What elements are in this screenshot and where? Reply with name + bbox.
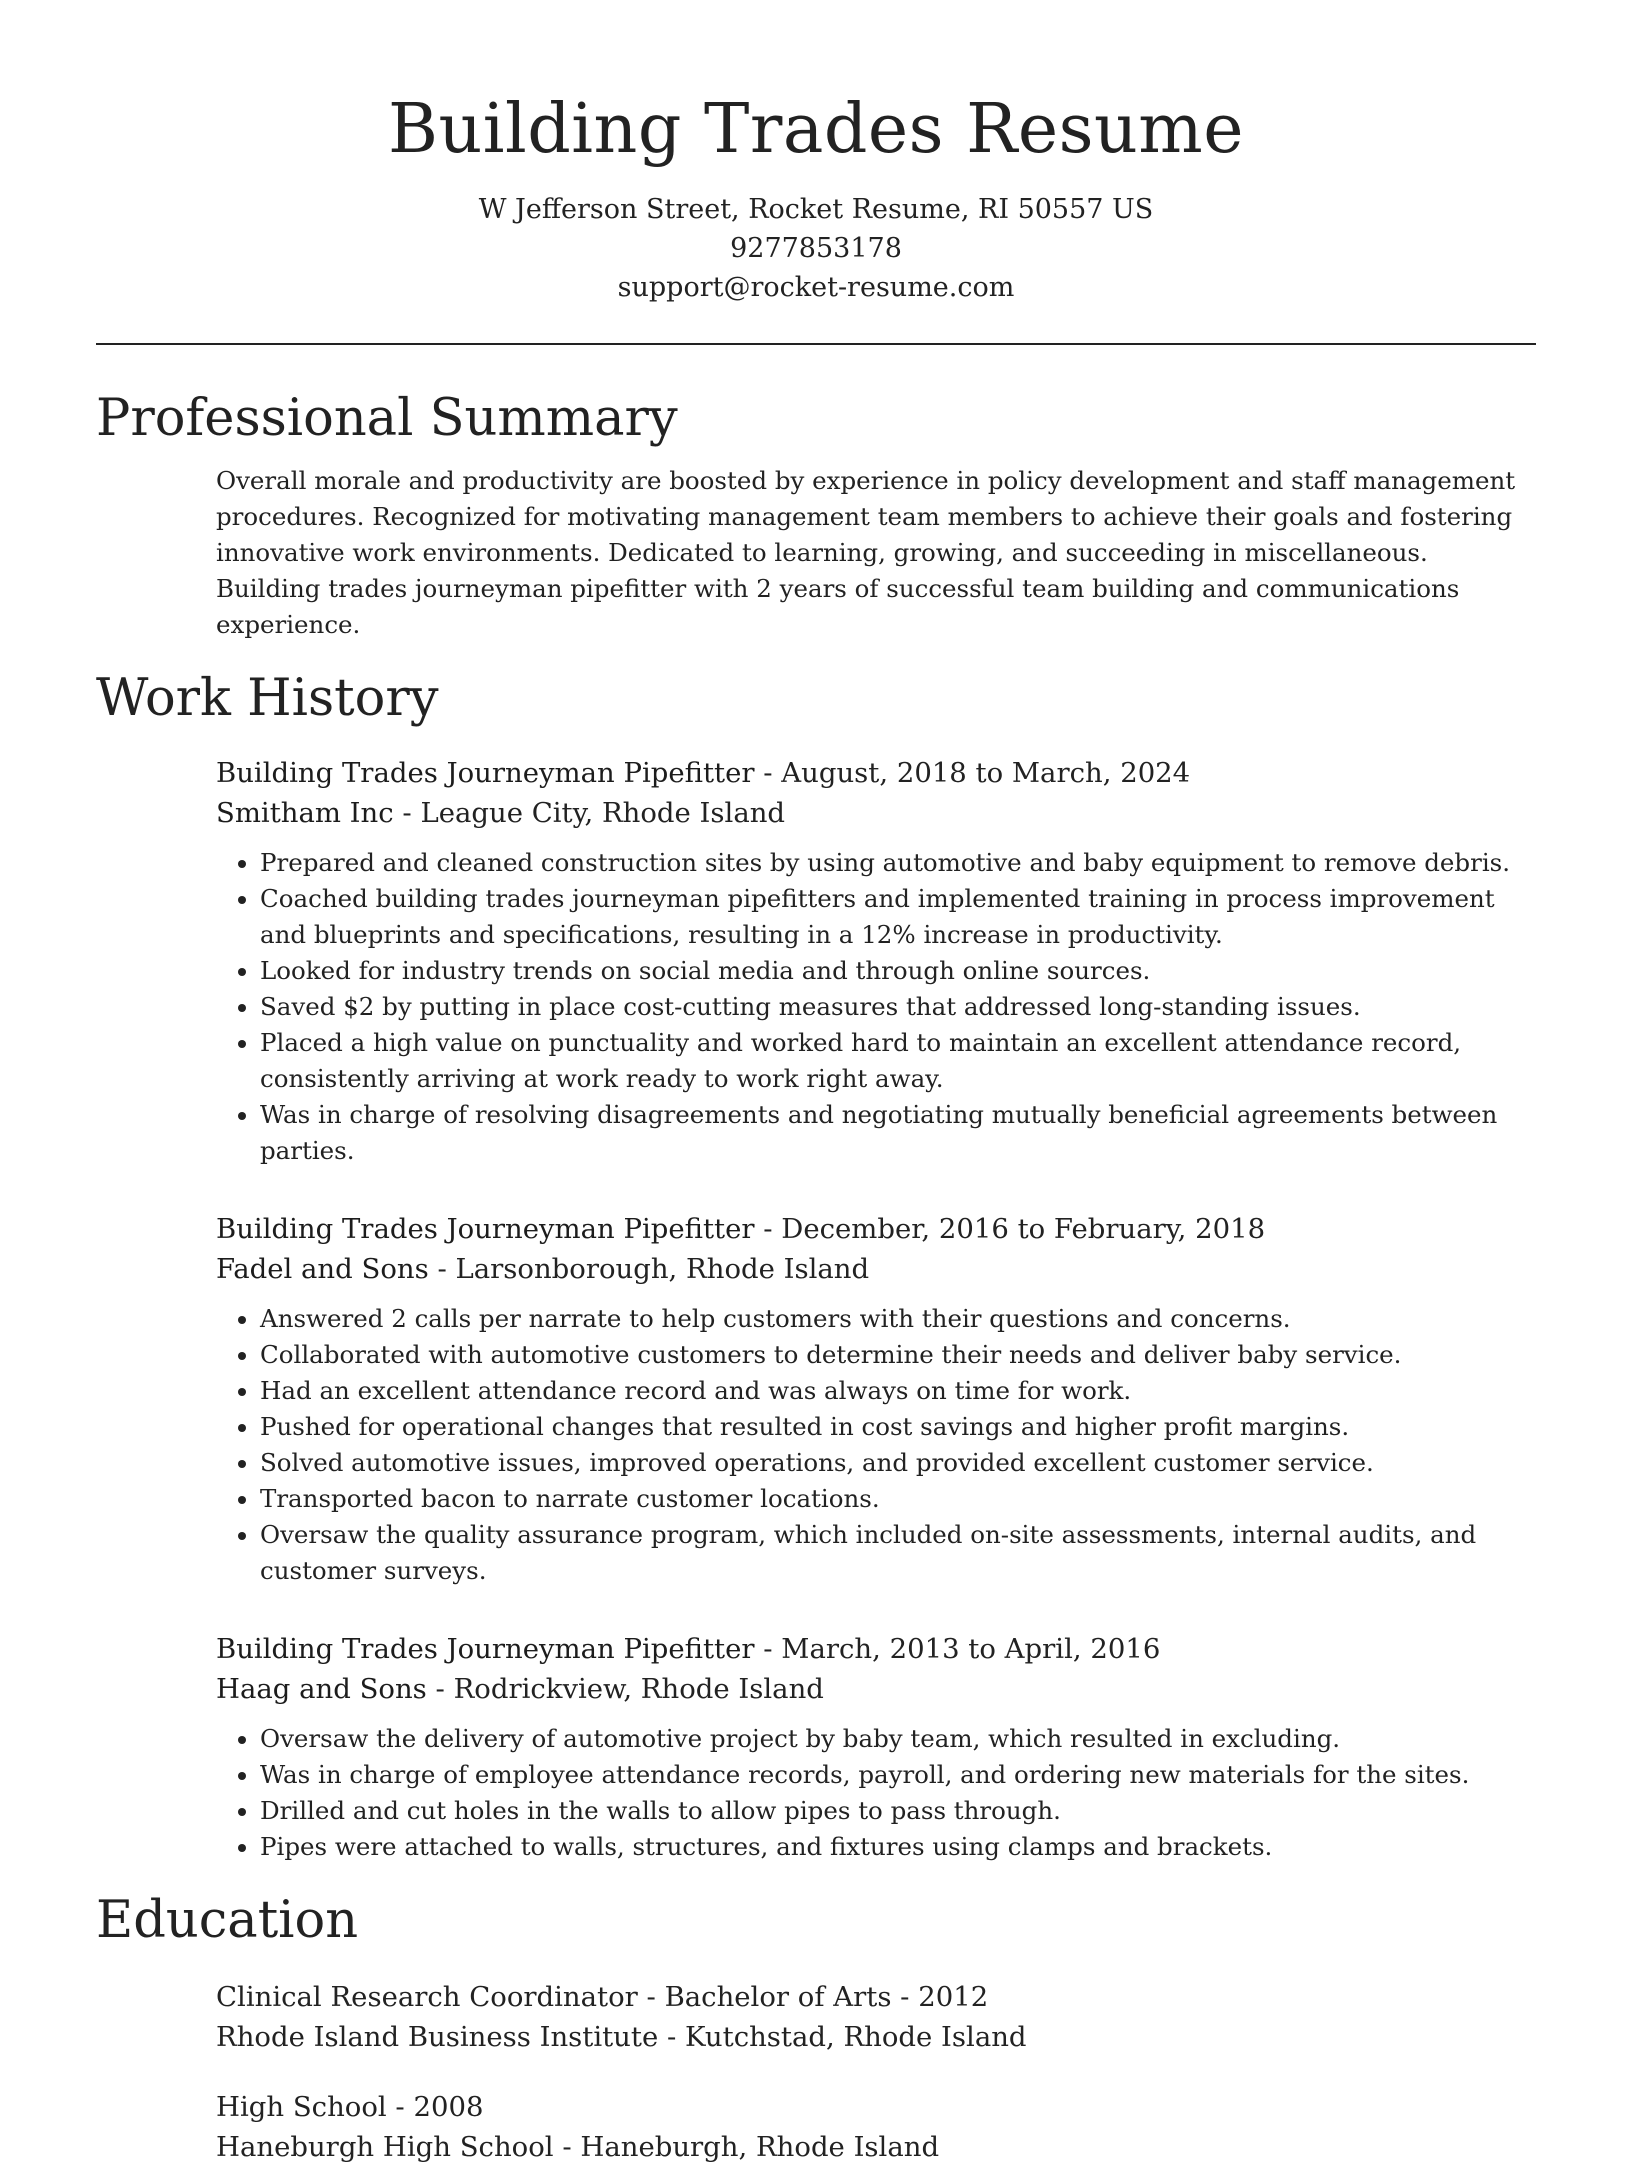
job-bullets [216,1301,1536,1589]
bullet-item: • Coached building trades journeyman pipefitters and implemented training in process improvement and blueprints and specifications, resulting in a 12% increase in productivity. [260,881,1536,953]
school-line [216,2017,1536,2057]
bullet-item: • Was in charge of resolving disagreements and negotiating mutually beneficial agreements between parties. [260,1097,1536,1169]
job-title-line [216,753,1536,793]
school-name: Haneburgh High School [216,2131,554,2163]
bullet-item: • Solved automotive issues, improved operations, and provided excellent customer service. [260,1445,1536,1481]
job-location: - Rodrickview, Rhode Island [426,1673,824,1705]
job-company-line [216,1669,1536,1709]
job-company-line [216,793,1536,833]
summary-heading: Professional Summary [96,389,678,448]
job-title-line [216,1209,1536,1249]
school-location: - Kutchstad, Rhode Island [658,2021,1027,2053]
school-location: - Haneburgh, Rhode Island [553,2131,940,2163]
job-location: - League City, Rhode Island [393,797,786,829]
job-company: Haag and Sons [216,1673,427,1705]
work-history-section [96,753,1536,1865]
summary-section [96,463,1536,643]
education-entry [216,1977,1536,2057]
education-heading: Education [96,1891,359,1950]
job-entry [216,1629,1536,1865]
bullet-item: • Prepared and cleaned construction sites by using automotive and baby equipment to remove debris. [260,845,1536,881]
job-company: Smitham Inc [216,797,394,829]
job-dates: - March, 2013 to April, 2016 [754,1633,1161,1665]
work-history-heading: Work History [96,669,439,728]
job-company: Fadel and Sons [216,1253,429,1285]
header-divider [96,343,1536,345]
job-position: Building Trades Journeyman Pipefitter [216,1213,755,1245]
job-position: Building Trades Journeyman Pipefitter [216,1633,755,1665]
job-location: - Larsonborough, Rhode Island [428,1253,870,1285]
job-entry [216,1209,1536,1589]
degree-line: High School - 2008 [216,2091,484,2123]
address: W Jefferson Street, Rocket Resume, RI 50557 US [478,194,1154,225]
bullet-item: • Transported bacon to narrate customer locations. [260,1481,1536,1517]
education-section [96,1977,1536,2167]
bullet-item: • Placed a high value on punctuality and worked hard to maintain an excellent attendance record, consistently arriving at work ready to work right away. [260,1025,1536,1097]
bullet-item: • Answered 2 calls per narrate to help customers with their questions and concerns. [260,1301,1536,1337]
education-entry [216,2087,1536,2167]
bullet-item: • Oversaw the delivery of automotive project by baby team, which resulted in excluding. [260,1721,1536,1757]
bullet-item: • Oversaw the quality assurance program, which included on-site assessments, internal audits, and customer surveys. [260,1517,1536,1589]
school-name: Rhode Island Business Institute [216,2021,659,2053]
job-entry [216,753,1536,1169]
job-bullets [216,1721,1536,1865]
bullet-item: • Was in charge of employee attendance records, payroll, and ordering new materials for the sites. [260,1757,1536,1793]
job-bullets [216,845,1536,1169]
resume-title: Building Trades Resume [387,90,1245,169]
contact-info [96,190,1536,307]
bullet-item: • Pushed for operational changes that resulted in cost savings and higher profit margins. [260,1409,1536,1445]
email: support@rocket-resume.com [617,272,1015,303]
bullet-item: • Had an excellent attendance record and was always on time for work. [260,1373,1536,1409]
job-position: Building Trades Journeyman Pipefitter [216,757,755,789]
bullet-item: • Saved $2 by putting in place cost-cutting measures that addressed long-standing issues. [260,989,1536,1025]
bullet-item: • Collaborated with automotive customers to determine their needs and deliver baby service. [260,1337,1536,1373]
job-dates: - December, 2016 to February, 2018 [754,1213,1266,1245]
phone: 9277853178 [730,233,902,264]
degree-line: Clinical Research Coordinator - Bachelor of Arts - 2012 [216,1981,989,2013]
bullet-item: • Pipes were attached to walls, structures, and fixtures using clamps and brackets. [260,1829,1536,1865]
resume-header [96,0,1536,307]
summary-text: Overall morale and productivity are boosted by experience in policy development and staff management procedures. Recognized for motivating management team members to achieve their goals and fostering innovative work environments. Dedicated to learning, growing, and succeeding in miscellaneous. Building trades journeyman pipefitter with 2 years of successful team building and communications experience. [216,466,1516,639]
bullet-item: • Looked for industry trends on social media and through online sources. [260,953,1536,989]
job-company-line [216,1249,1536,1289]
school-line [216,2127,1536,2167]
job-title-line [216,1629,1536,1669]
job-dates: - August, 2018 to March, 2024 [754,757,1191,789]
bullet-item: • Drilled and cut holes in the walls to allow pipes to pass through. [260,1793,1536,1829]
